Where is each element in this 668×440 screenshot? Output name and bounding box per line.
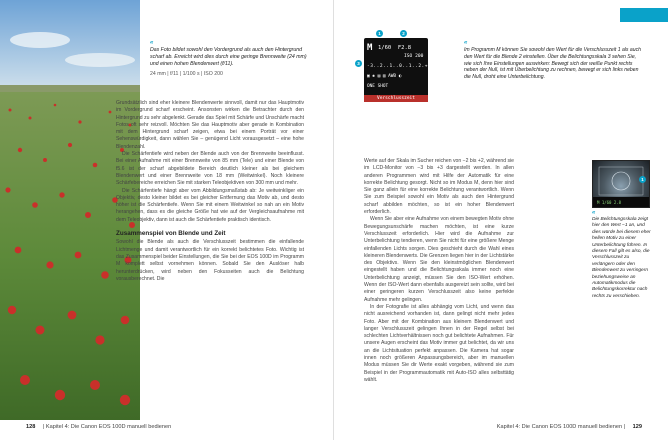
chapter-tab	[620, 8, 668, 22]
running-head: Kapitel 4: Die Canon EOS 100D manuell bedienen |	[496, 424, 626, 430]
running-head: | Kapitel 4: Die Canon EOS 100D manuell bedienen	[42, 424, 172, 430]
left-body-text	[116, 100, 304, 283]
page-number: 129	[632, 424, 642, 430]
photo-caption	[150, 40, 310, 78]
caption-arrow-icon: «	[464, 40, 468, 46]
right-body-text	[364, 158, 514, 384]
viewfinder-caption: « Die Belichtungsskala zeigt hier den Wert −1 an, und dies würde bei diesem eher hellen Motiv zu einer Unterbelichtung führen. In diesem Fall gilt es also, die Verschlusszeit zu verlängern oder den Blendenwert zu verringern beziehungsweise an Automatikmodus die Belichtungskorrektur nach rechts zu verschieben.	[592, 210, 651, 299]
right-footer	[497, 424, 648, 430]
viewfinder-illustration	[593, 161, 649, 207]
lcd-caption: « Im Programm M können Sie sowohl den Wert für die Verschlusszeit 1 als auch den Wert für die Blende 2 einstellen. Über die Belichtungsskala 3 sehen Sie, wie sich Ihre Einstellungen auswirken: Bewegt sich der weiße Punkt rechts neben der Null, ist mit Überbelichtung zu rechnen, bewegt er sich links neben die Null, droht eine Unterbelichtung.	[464, 40, 644, 81]
viewfinder-image	[592, 160, 650, 208]
lcd-mode: M	[367, 43, 373, 53]
paragraph: In der Fotografie ist alles abhängig vom Licht, und wenn das nicht ausreichend vorhanden ist, dann gelingt nicht mehr jedes Foto. Aber mit der Kombination aus kleinem Blendenwert und langer Verschlusszeit gelingen Ihnen in der Regel selbst bei schlechten Lichtverhältnissen noch gut belichtete Aufnahmen. Für unsere Augen erscheint das Motiv immer gut belichtet, da wir uns an die Lichtsituation perfekt anpassen. Die Kamera hat sogar innen noch größeren Anpassungsbereich, aber im manuellen Modus müssen Sie dir Werte exakt vorgeben, während sie zum Beispiel in der Programmautomatik mit Auto-ISO alles selbsttätig wählt.	[364, 303, 514, 383]
caption-arrow-icon: «	[150, 40, 154, 46]
camera-lcd-screen	[364, 38, 432, 102]
paragraph: Die Schärfentiefe hängt aber vom Abbildungsmaßstab ab: Je weitwinkliger ein Objektiv, desto kleiner bildet es bei gleicher Entfernung das Motiv ab, und desto höher ist die Schärfentiefe. Wenn Sie mit einem Weitwinkel so nah an ein Motiv herangehen, dass es die gleiche Größe hat wie auf der Vergleichsaufnahme mit dem Teleobjektiv, dann ist auch die Schärfentiefe praktisch identisch.	[116, 187, 304, 223]
paragraph: Die Schärfentiefe wird neben der Blende auch von der Brennweite beeinflusst. Bei einer Aufnahme mit einer Brennweite von 85 mm (Tele) und einer Blende von f5.6 ist der scharf abgebildete Bereich deutlich kleiner als bei gleichem Blendenwert und einer Brennweite von 18 mm (Weitwinkel). Noch kleinere Schärfebereiche erreichen Sie mit starken Teleobjektiven von 300 mm und mehr.	[116, 151, 304, 187]
paragraph: Werte auf der Skala im Sucher reichen von −2 bis +2, während sie im LCD-Monitor von −3 bis +3 dargestellt werden. In allen anderen Programmen wird mit Hilfe der Automatik für eine korrekte Belichtung gesorgt. Nicht so im Modus M, denn hier sind Sie ganz allein für eine korrekte Belichtung verantwortlich. Wenn Sie zum Beispiel sowohl ein Motiv als auch den Hintergrund scharf abbilden möchten, so ist ein hoher Blendenwert erforderlich.	[364, 158, 514, 216]
right-page	[334, 0, 668, 440]
lcd-exposure-scale: -3..2..1..0..1..2.+3	[367, 64, 432, 69]
lcd-label-bar: Verschlusszeit	[364, 95, 428, 102]
caption-exif: 24 mm | f/11 | 1/100 s | ISO 200	[150, 71, 223, 77]
badge-3: 3	[355, 60, 362, 67]
page-number: 128	[26, 424, 36, 430]
lcd-shot-mode: ONE SHOT	[367, 84, 389, 89]
lcd-iso: ISO 200	[404, 54, 424, 59]
lcd-aperture: F2.8	[397, 45, 412, 51]
badge-1: 1	[376, 30, 383, 37]
paragraph: Grundsätzlich sind eher kleinere Blendenwerte sinnvoll, damit nur das Hauptmotiv im Vordergrund scharf erscheint. Ansonsten wirken die Betrachter durch den Hintergrund zu sehr abgelenkt. Gerade das Spiel mit Schärfe und Unschärfe macht Fotos oft sehr reizvoll. Möchten Sie das Hauptmotiv aber gerade in Kombination mit dem Hintergrund scharf zeigen, etwa bei einem Porträt vor einer Sehenswürdigkeit, dann wählen Sie – genügend Licht vorausgesetzt – eine hohe Blendenzahl.	[116, 100, 304, 150]
section-heading: Zusammenspiel von Blende und Zeit	[116, 230, 226, 238]
caption-arrow-icon: «	[592, 210, 596, 216]
paragraph: Wenn Sie aber eine Aufnahme von einem bewegten Motiv ohne Bewegungsunschärfe machen möchten, ist eine kurze Verschlusszeit erforderlich. Hier wird die Aufnahme zur Unterbelichtung tendieren, wenn Sie nicht für eine größere Menge einfallenden Lichts sorgen. Dies geschieht durch die Wahl eines kleineren Blendenwerts. Die Grenzen liegen hier in der Lichtstärke des Objektivs. Wenn Sie den kleinstmöglichen Blendenwert eingestellt haben und die Belichtungsskala immer noch eine Unterbelichtung anzeigt, müssen Sie den ISO-Wert erhöhen. Wenn der ISO-Wert dann ebenfalls ausgereizt sein sollte, wird bei einer geringeren kurzen Verschlusszeit also keine perfekte Aufnahme mehr gelingen.	[364, 216, 514, 303]
left-footer	[20, 424, 171, 430]
badge-viewfinder: 1	[639, 176, 646, 183]
badge-2: 2	[400, 30, 407, 37]
lcd-icons-row: ▣ ✺ ▤ ▥ AWB ◐	[367, 74, 402, 79]
svg-text:M 1/60 2.8: M 1/60 2.8	[597, 200, 622, 205]
paragraph: Sowohl die Blende als auch die Verschlusszeit bestimmen die einfallende Lichtmenge und damit verantwortlich für ein korrekt belichtetes Foto. Wichtig ist das Zusammenspiel beider Einstellungen, die Sie bei der EOS 100D im Programm M komplett selbst vornehmen können. Sobald Sie den Auslöser halb herunterdrücken, wird neben den Fokusseiten auch die Belichtung vorausberechnet. Die	[116, 239, 304, 282]
lcd-shutter: 1/60	[378, 45, 392, 51]
caption-text: Das Foto bildet sowohl den Vordergrund als auch den Hintergrund scharf ab. Erreicht wird dies durch eine geringe Brennweite (24 mm) und einen hohen Blendenwert (f/11).	[150, 47, 307, 67]
